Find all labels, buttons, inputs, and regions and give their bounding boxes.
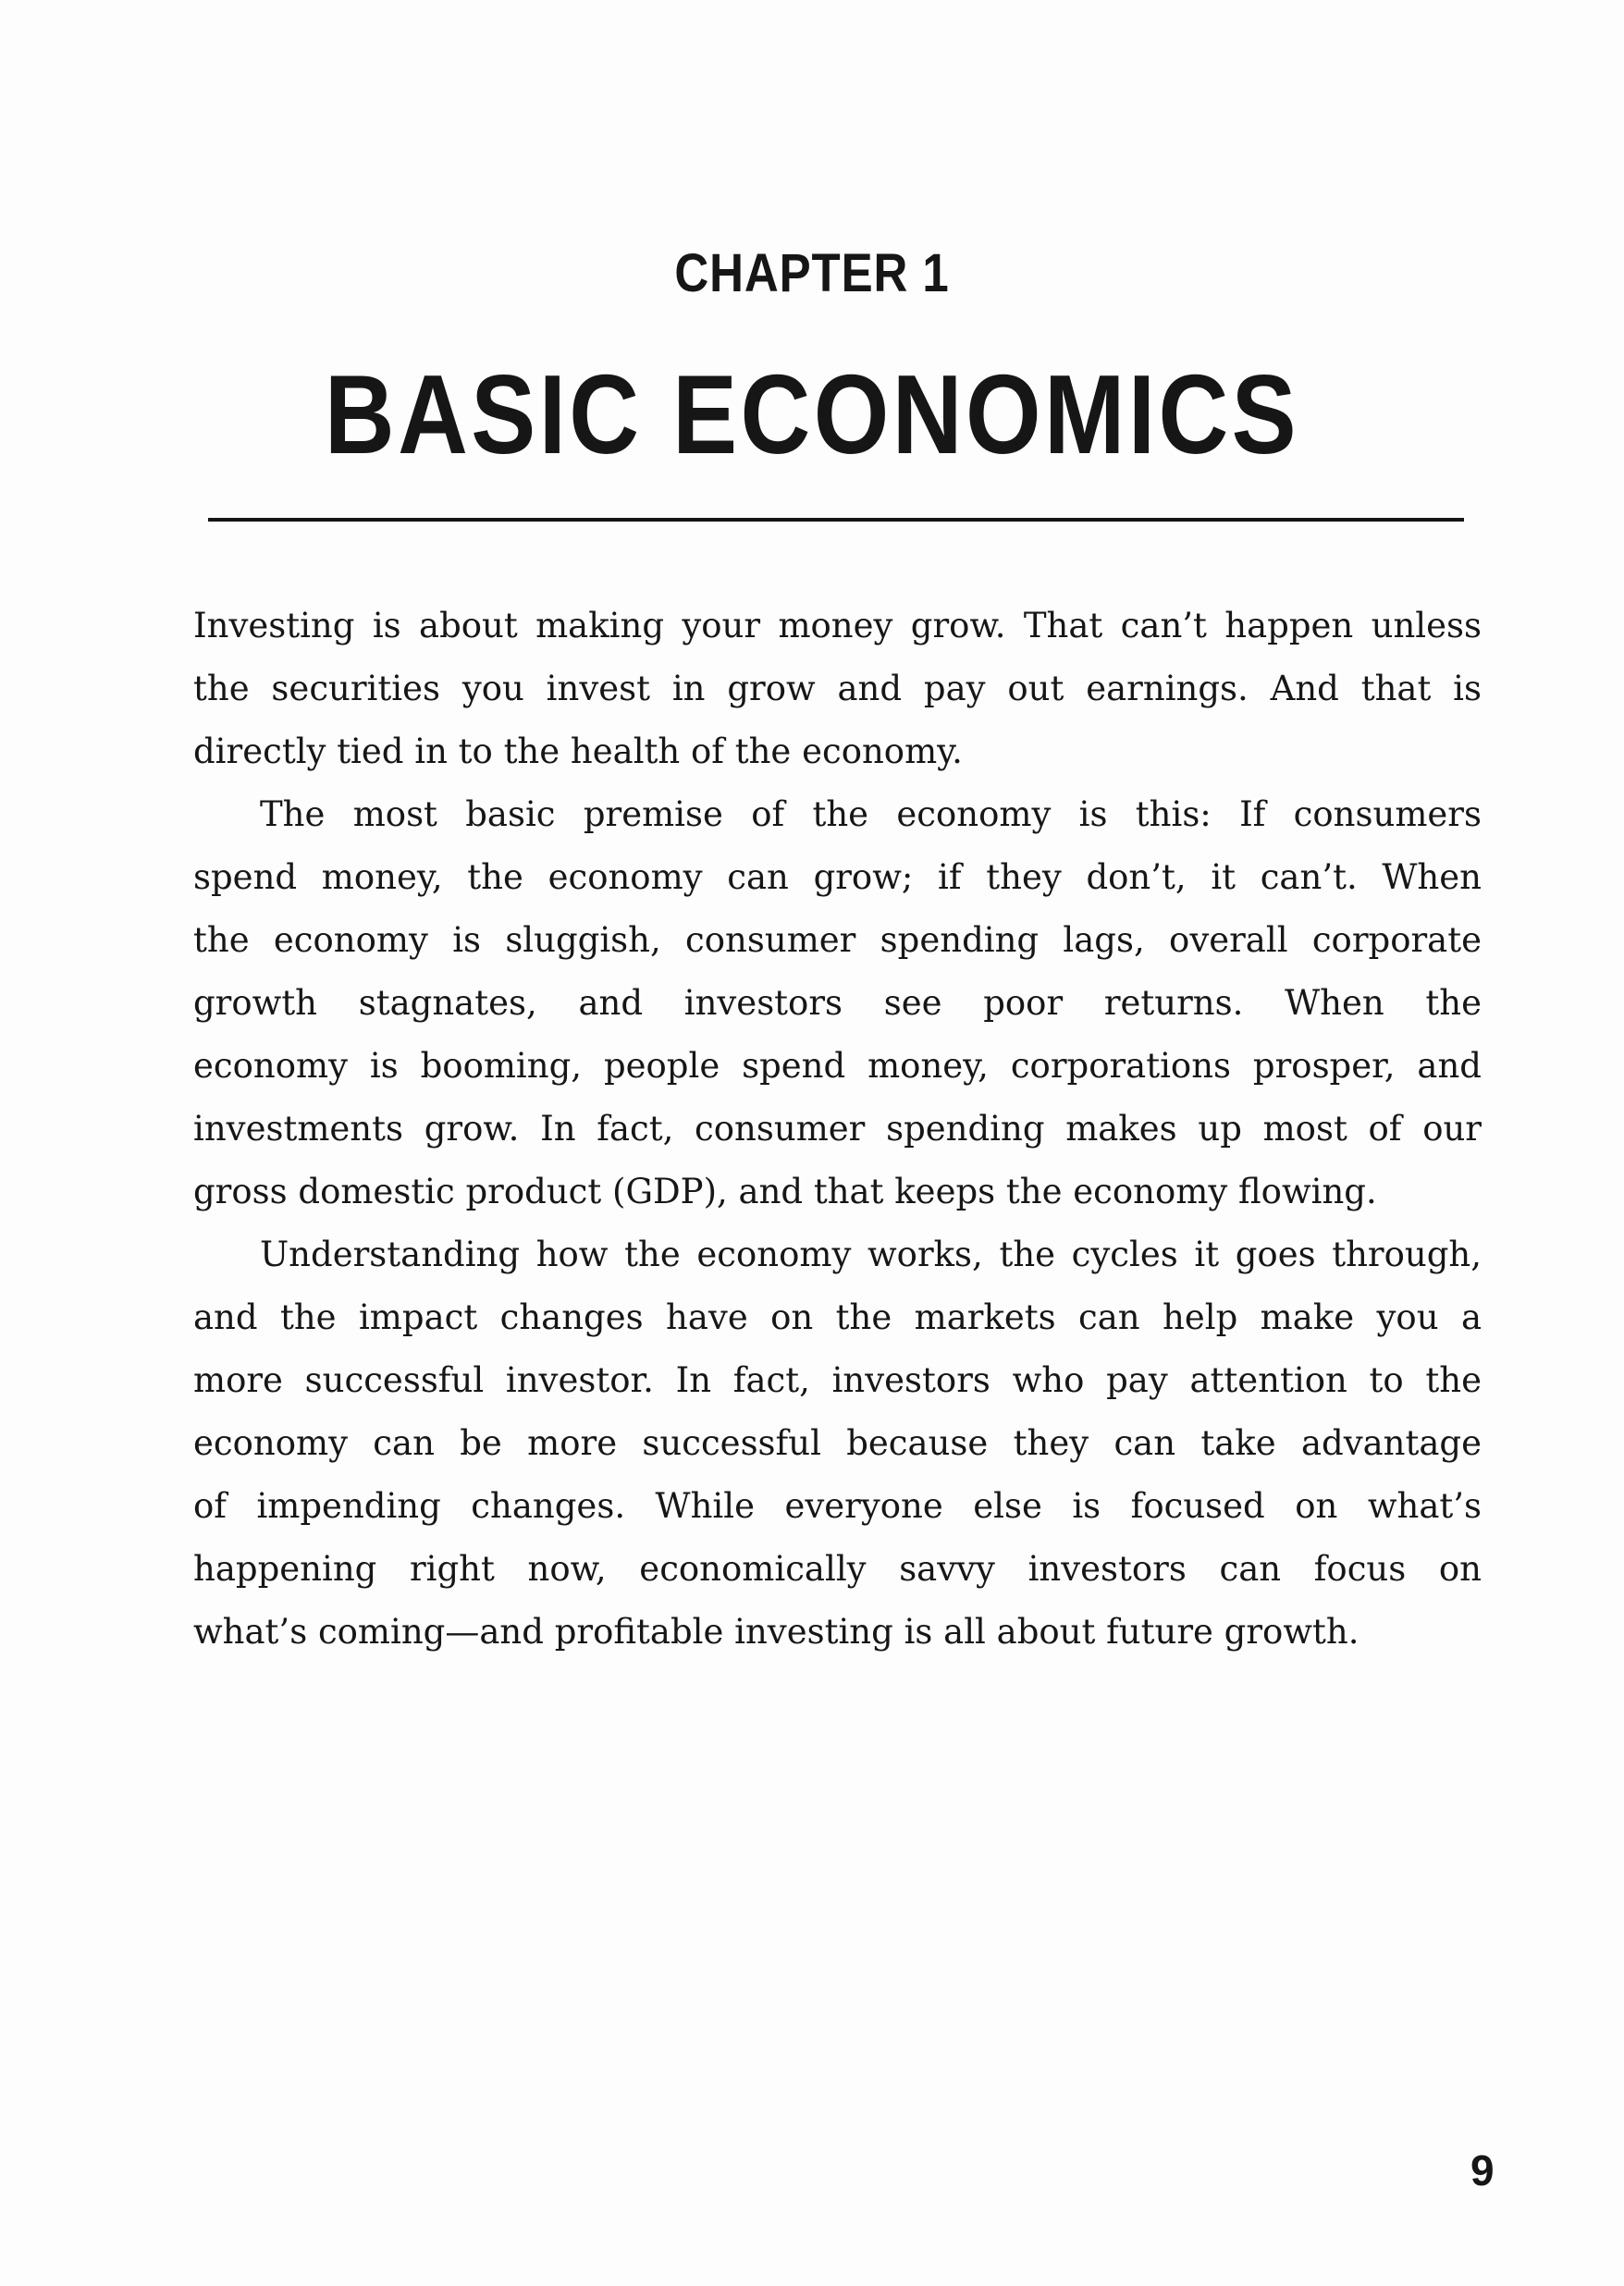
- paragraph-line: directly tied in to the health of the economy.: [193, 731, 963, 771]
- chapter-title: BASIC ECONOMICS: [324, 351, 1300, 477]
- paragraph-line: gross domestic product (GDP), and that keeps the economy flowing.: [193, 1172, 1377, 1211]
- paragraph-line: more successful investor. In fact, investors who pay attention to the: [193, 1360, 1482, 1400]
- paragraph-line: the economy is sluggish, consumer spending lags, overall corporate: [193, 920, 1482, 960]
- paragraph-line: investments grow. In fact, consumer spending makes up most of our: [193, 1109, 1482, 1149]
- paragraph-line: spend money, the economy can grow; if they don’t, it can’t. When: [193, 857, 1482, 897]
- paragraph-line: Investing is about making your money grow. That can’t happen unless: [193, 606, 1482, 645]
- paragraph-line: economy can be more successful because they can take advantage: [193, 1423, 1482, 1463]
- paragraph-line: The most basic premise of the economy is this: If consumers: [260, 794, 1482, 834]
- paragraph-line: what’s coming—and profitable investing is all about future growth.: [193, 1612, 1359, 1652]
- chapter-label: CHAPTER 1: [674, 243, 950, 303]
- body-text: [193, 595, 1482, 1664]
- page-number: 9: [1470, 2146, 1495, 2194]
- title-divider: [208, 518, 1464, 522]
- paragraph-line: Understanding how the economy works, the cycles it goes through,: [260, 1235, 1482, 1274]
- paragraph-line: the securities you invest in grow and pay out earnings. And that is: [193, 669, 1482, 708]
- paragraph-line: economy is booming, people spend money, corporations prosper, and: [193, 1046, 1482, 1086]
- paragraph-line: growth stagnates, and investors see poor returns. When the: [193, 983, 1482, 1023]
- paragraph-line: of impending changes. While everyone else is focused on what’s: [193, 1486, 1482, 1526]
- paragraph-line: happening right now, economically savvy investors can focus on: [193, 1549, 1482, 1589]
- paragraph-line: and the impact changes have on the markets can help make you a: [193, 1297, 1482, 1337]
